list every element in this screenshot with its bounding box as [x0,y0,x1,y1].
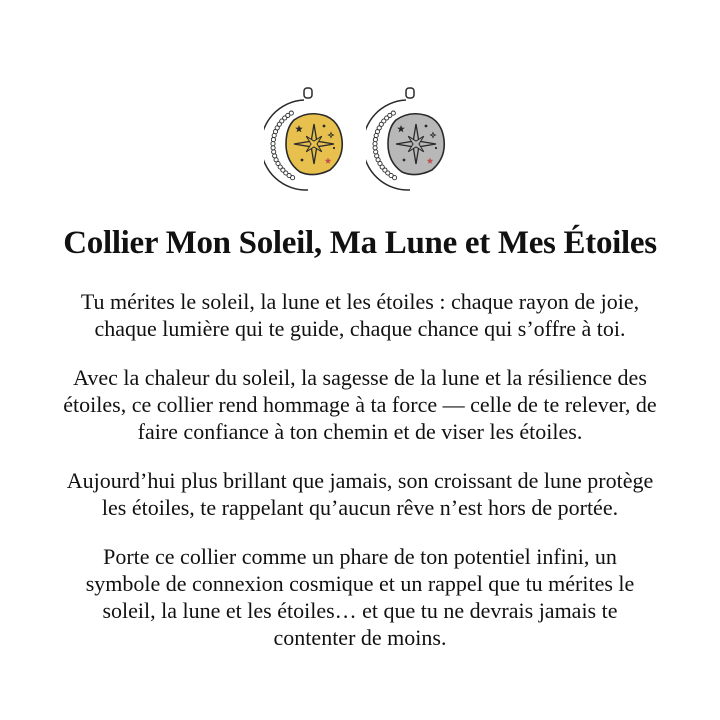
paragraph-line: soleil, la lune et les étoiles… et que tu ne devrais jamais te [102,598,618,623]
pendant-images [0,86,720,196]
gold-moon-star-pendant-icon [264,86,354,196]
paragraph-line: Avec la chaleur du soleil, la sagesse de la lune et la résilience des [73,365,647,390]
paragraph-line: contenter de moins. [273,625,447,650]
paragraph-1 [30,288,690,342]
paragraph-line: Aujourd’hui plus brillant que jamais, son croissant de lune protège [66,468,654,493]
paragraph-line: étoiles, ce collier rend hommage à ta force — celle de te relever, de [63,392,657,417]
paragraph-line: faire confiance à ton chemin et de viser les étoiles. [137,419,583,444]
paragraph-4 [30,543,690,651]
paragraph-line: chaque lumière qui te guide, chaque chance qui s’offre à toi. [94,316,626,341]
description-body [30,288,690,673]
paragraph-line: Tu mérites le soleil, la lune et les étoiles : chaque rayon de joie, [80,289,640,314]
paragraph-2 [30,364,690,445]
paragraph-line: les étoiles, te rappelant qu’aucun rêve n’est hors de portée. [101,495,619,520]
product-title: Collier Mon Soleil, Ma Lune et Mes Étoiles [63,225,657,261]
paragraph-line: symbole de connexion cosmique et un rappel que tu mérites le [85,571,635,596]
silver-moon-star-pendant-icon [366,86,456,196]
paragraph-line: Porte ce collier comme un phare de ton potentiel infini, un [103,544,617,569]
paragraph-3 [30,467,690,521]
